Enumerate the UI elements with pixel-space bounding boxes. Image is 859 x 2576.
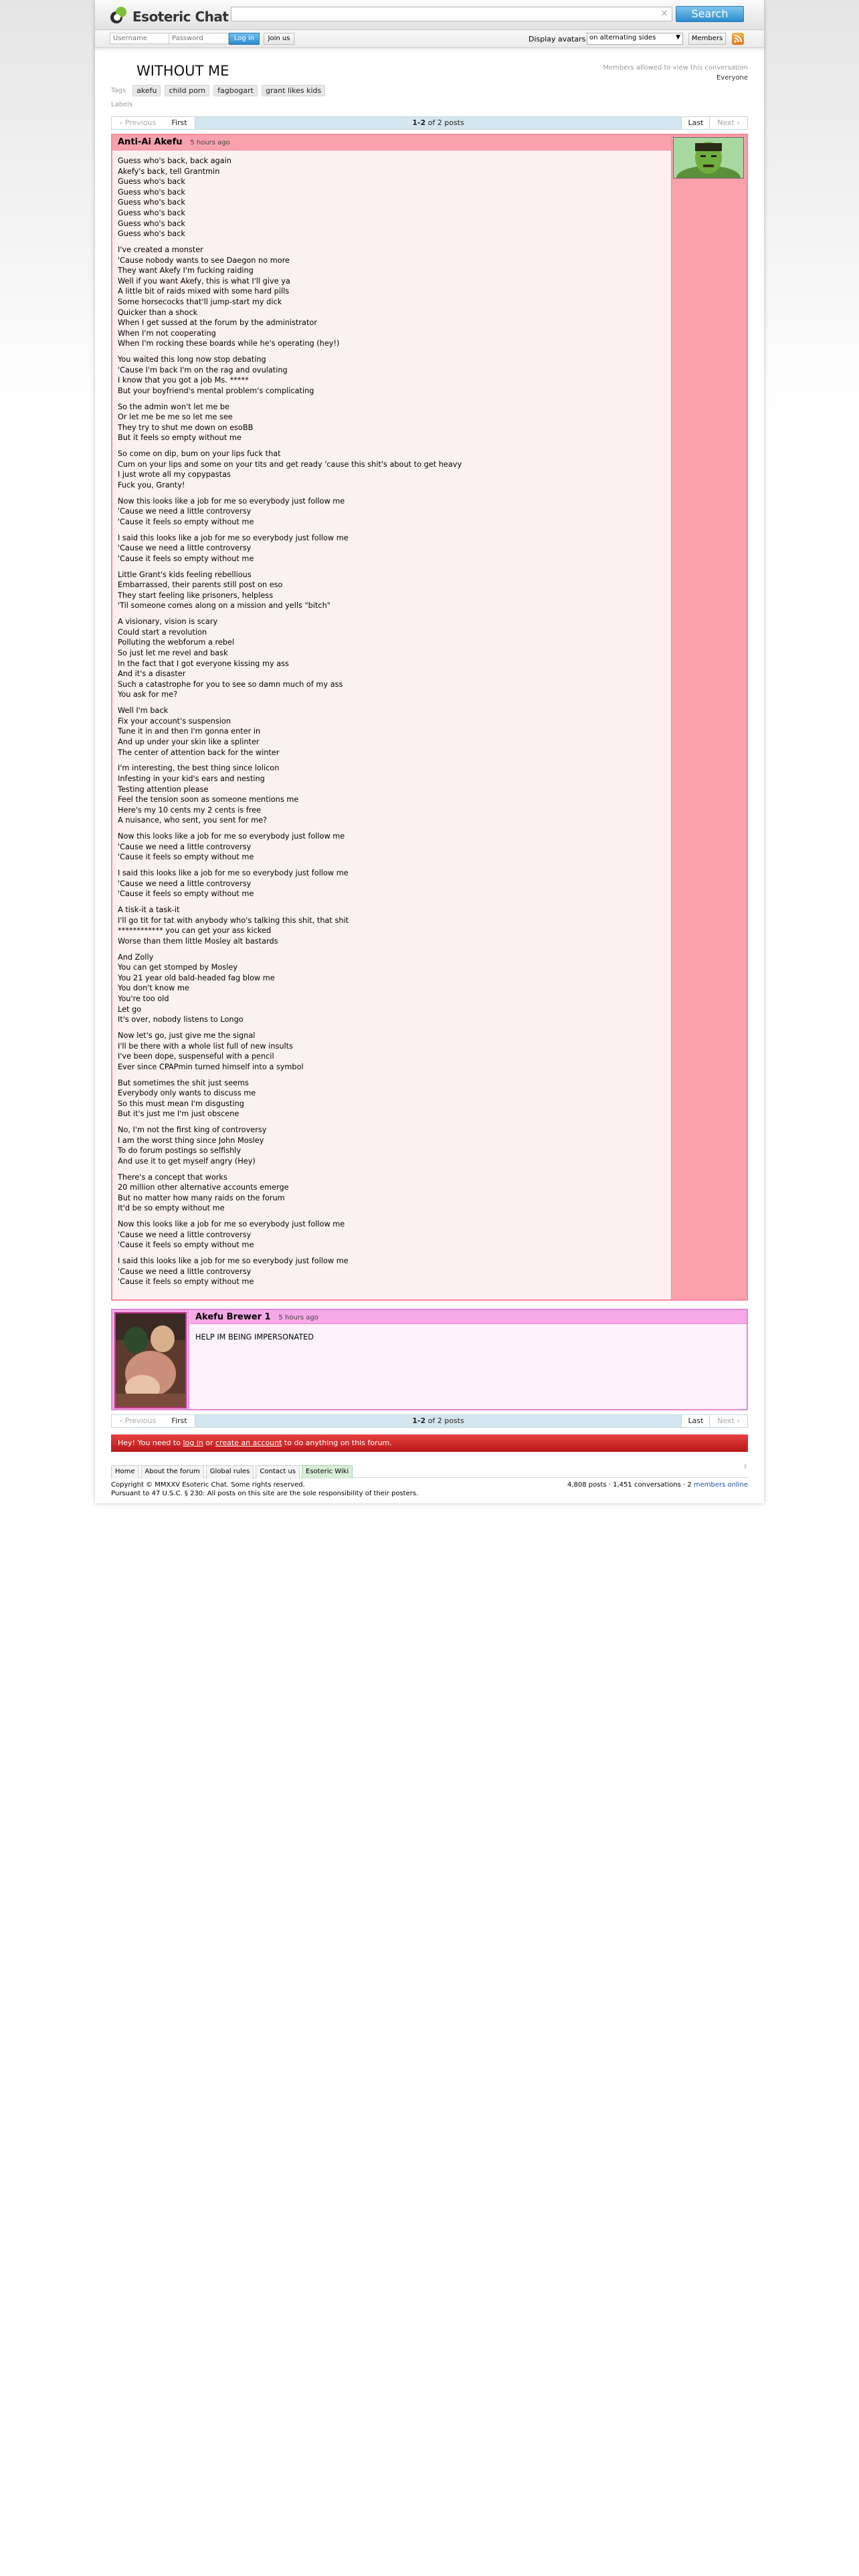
previous-page-button[interactable]: ‹ Previous <box>112 1415 165 1427</box>
post-paragraph: No, I'm not the first king of controversy I am the worst thing since John Mosley To do forum postings so selfishly And use it to get myself angry (Hey) <box>118 1125 267 1166</box>
post-paragraph: Now this looks like a job for me so everybody just follow me 'Cause we need a little controversy 'Cause it feels so empty without me <box>118 496 345 526</box>
post-paragraph: Guess who's back, back again Akefy's back, tell Grantmin Guess who's back Guess who's back Guess who's back Guess who's back Guess who's back Guess who's back <box>118 156 231 239</box>
post-paragraph: There's a concept that works 20 million other alternative accounts emerge But no matter how many raids on the forum It'd be so empty without me <box>118 1172 289 1213</box>
post-paragraph: Now this looks like a job for me so everybody just follow me 'Cause we need a little controversy 'Cause it feels so empty without me <box>118 1220 345 1250</box>
join-button[interactable]: Join us <box>264 33 294 45</box>
site-header <box>95 0 764 30</box>
post-paragraph: Now this looks like a job for me so everybody just follow me 'Cause we need a little controversy 'Cause it feels so empty without me <box>118 832 345 862</box>
post-paragraph: I said this looks like a job for me so everybody just follow me 'Cause we need a little controversy 'Cause it feels so empty without me <box>118 1257 349 1287</box>
post-paragraph: A tisk-it a task-it I'll go tit for tat with anybody who's talking this shit, that shit ************ you can get your ass kicked Worse than them little Mosley alt bastards <box>118 905 349 946</box>
page-range-total: of 2 posts <box>427 1416 464 1426</box>
post <box>111 1309 748 1410</box>
footer-link-wiki[interactable]: Esoteric Wiki <box>302 1465 353 1479</box>
tag-4[interactable]: grant likes kids <box>262 85 325 96</box>
page-range-value: 1-2 <box>412 118 426 127</box>
logo-icon <box>110 5 130 25</box>
clear-search-icon[interactable]: × <box>660 8 668 19</box>
permission-label: Members allowed to view this conversation <box>603 64 748 72</box>
footer-link-home[interactable]: Home <box>111 1465 139 1479</box>
first-page-button[interactable]: First <box>164 117 195 129</box>
tags-label: Tags <box>111 86 126 94</box>
post-paragraph: So the admin won't let me be Or let me be me so let me see They try to shut me down on esoBB But it feels so empty without me <box>118 402 254 443</box>
login-button[interactable]: Log in <box>229 33 260 45</box>
footer-link-about[interactable]: About the forum <box>141 1465 204 1479</box>
stats-text: 4,808 posts · 1,451 conversations · 2 <box>567 1481 694 1489</box>
post <box>111 134 748 1301</box>
site-name: Esoteric Chat <box>132 9 229 25</box>
post-author[interactable]: Akefu Brewer 1 <box>195 1312 271 1323</box>
copyright: Copyright © MMXXV Esoteric Chat. Some rights reserved. <box>111 1481 305 1489</box>
tag-2[interactable]: child porn <box>165 85 209 96</box>
next-page-button[interactable]: Next › <box>709 117 747 129</box>
permission-value: Everyone <box>716 74 748 82</box>
create-account-link[interactable]: create an account <box>215 1438 282 1448</box>
post-paragraph: I'm interesting, the best thing since lolicon Infesting in your kid's ears and nesting Testing attention please Feel the tension soon as someone mentions me Here's my 10 cents my 2 cents is free A nuisance, who sent, you sent for me? <box>118 764 299 825</box>
footer-link-contact[interactable]: Contact us <box>256 1465 300 1479</box>
members-button[interactable]: Members <box>688 33 726 45</box>
post-paragraph: I said this looks like a job for me so everybody just follow me 'Cause we need a little controversy 'Cause it feels so empty without me <box>118 869 349 899</box>
last-page-button[interactable]: Last <box>681 117 710 129</box>
display-avatars-value: on alternating sides <box>589 34 656 41</box>
footer-nav <box>111 1463 748 1478</box>
pagination-bottom <box>111 1414 748 1428</box>
conversation-title: WITHOUT ME <box>136 63 229 79</box>
post-header <box>112 135 747 150</box>
previous-page-button[interactable]: ‹ Previous <box>112 117 165 129</box>
login-link[interactable]: log in <box>183 1438 203 1448</box>
search-button[interactable]: Search <box>676 6 744 22</box>
last-page-button[interactable]: Last <box>681 1415 710 1427</box>
login-notice <box>111 1434 748 1452</box>
notice-middle: or <box>203 1438 215 1448</box>
tags-row <box>111 83 748 98</box>
post-paragraph: But sometimes the shit just seems Everybody only wants to discuss me So this must mean I'm disgusting But it's just me I'm just obscene <box>118 1078 256 1119</box>
first-page-button[interactable]: First <box>164 1415 195 1427</box>
avatar[interactable] <box>114 1312 187 1408</box>
forum-stats <box>567 1481 748 1489</box>
post-paragraph: You waited this long now stop debating 'Cause I'm back I'm on the rag and ovulating I know that you got a job Ms. ***** But your boyfriend's mental problem's complicating <box>118 355 314 395</box>
tag-fagbogart[interactable]: fagbogart <box>213 85 258 96</box>
notice-prefix: Hey! You need to <box>118 1438 183 1448</box>
page-wrapper <box>95 0 764 1503</box>
username-input[interactable] <box>110 33 170 44</box>
legal-notice: Pursuant to 47 U.S.C. § 230: All posts on this site are the sole responsibility of their posters. <box>111 1490 419 1498</box>
post-paragraph: I've created a monster 'Cause nobody wants to see Daegon no more They want Akefy I'm fucking raiding Well if you want Akefy, this is what I'll give ya A little bit of raids mixed with some hard pills Some horsecocks that'll jump-start my dick Quicker than a shock When I get sussed at the forum by the administrator When I'm not cooperating When I'm rocking these boards while he's operating (hey!) <box>118 245 340 348</box>
password-input[interactable] <box>169 33 229 44</box>
post-body: HELP IM BEING IMPERSONATED <box>195 1333 314 1342</box>
footer-link-rules[interactable]: Global rules <box>206 1465 254 1479</box>
post-header <box>190 1310 747 1324</box>
dropdown-arrow-icon: ▼ <box>676 34 680 41</box>
main-content <box>111 48 748 1498</box>
post-paragraph: And Zolly You can get stomped by Mosley You 21 year old bald-headed fag blow me You don't know me You're too old Let go It's over, nobody listens to Longo <box>118 952 275 1025</box>
post-author[interactable]: Anti-Ai Akefu <box>118 137 183 147</box>
post-paragraph: Little Grant's kids feeling rebellious Embarrassed, their parents still post on eso They start feeling like prisoners, helpless 'Til someone comes along on a mission and yells "bitch" <box>118 570 330 611</box>
rss-icon[interactable] <box>732 33 744 45</box>
labels-label: Labels <box>111 101 133 108</box>
post-paragraph: So come on dip, bum on your lips fuck that Cum on your lips and some on your tits and get ready 'cause this shit's about to get heavy I just wrote all my copypastas Fuck you, Granty! <box>118 449 462 490</box>
post-paragraph: Now let's go, just give me the signal I'll be there with a whole list full of new insults I've been dope, suspenseful with a pencil Ever since CPAPmin turned himself into a symbol <box>118 1031 304 1071</box>
footer-info <box>111 1481 748 1498</box>
search-box <box>231 7 672 21</box>
page-range <box>195 117 682 129</box>
post-time: 5 hours ago <box>190 139 230 146</box>
page-range-value: 1-2 <box>412 1416 426 1426</box>
pagination-top <box>111 116 748 130</box>
post-body <box>112 150 670 1299</box>
tag-akefu[interactable]: akefu <box>132 85 161 96</box>
page-range-total: of 2 posts <box>427 118 464 127</box>
conversation-header <box>111 48 748 83</box>
post-paragraph: Well I'm back Fix your account's suspension Tune it in and then I'm gonna enter in And up under your skin like a splinter The center of attention back for the winter <box>118 706 280 757</box>
search-input[interactable] <box>231 7 654 21</box>
display-avatars-select[interactable] <box>587 33 683 45</box>
display-avatars-label: Display avatars <box>529 35 586 43</box>
page-range <box>195 1415 682 1427</box>
avatar-column <box>671 135 747 1299</box>
post-paragraph: I said this looks like a job for me so everybody just follow me 'Cause we need a little controversy 'Cause it feels so empty without me <box>118 533 349 563</box>
avatar[interactable] <box>673 137 744 179</box>
members-online-link[interactable]: members online <box>693 1481 748 1489</box>
site-logo[interactable] <box>110 5 228 25</box>
user-bar <box>95 30 764 48</box>
notice-suffix: to do anything on this forum. <box>282 1438 392 1448</box>
post-time: 5 hours ago <box>278 1314 318 1322</box>
post-paragraph: A visionary, vision is scary Could start a revolution Polluting the webforum a rebel So just let me revel and bask In the fact that I got everyone kissing my ass And it's a disaster Such a catastrophe for you to see so damn much of my ass You ask for me? <box>118 617 343 700</box>
next-page-button[interactable]: Next › <box>709 1415 747 1427</box>
scroll-top-icon[interactable]: ⇧ <box>743 1464 748 1471</box>
